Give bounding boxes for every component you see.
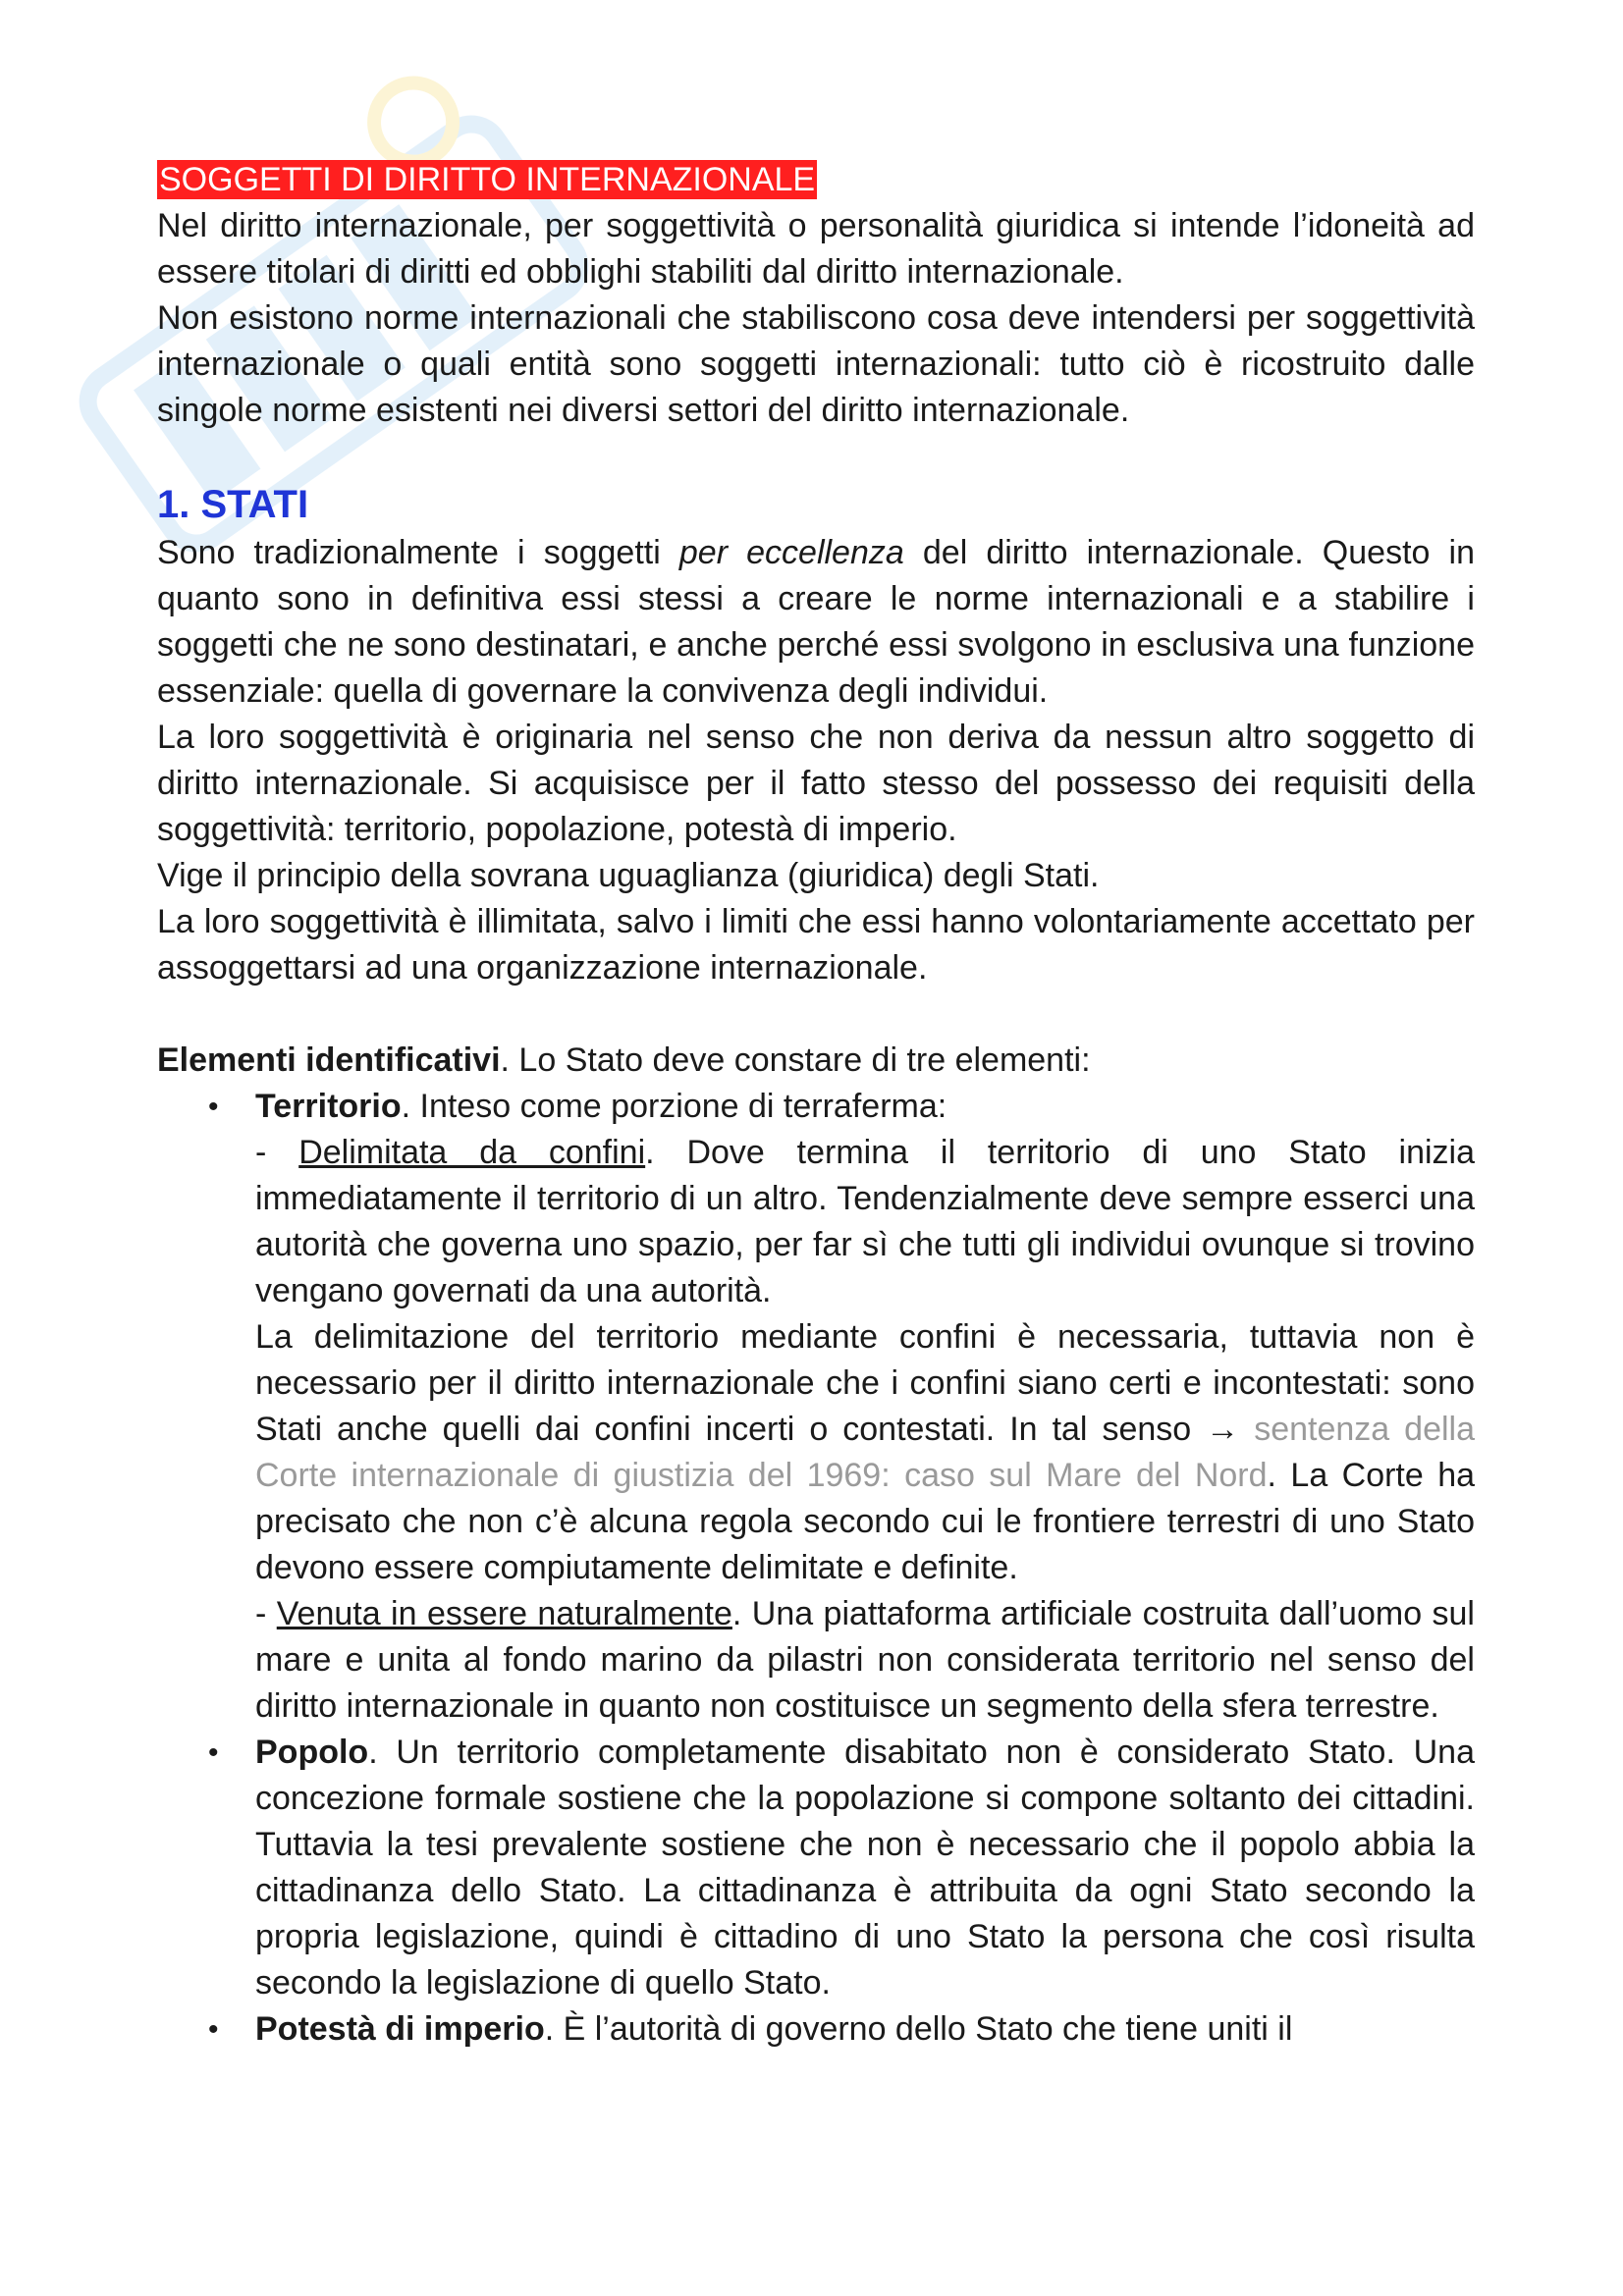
bullet-icon: •	[208, 1736, 219, 1769]
stati-paragraph-4: La loro soggettività è illimitata, salvo i limiti che essi hanno volontariamente accettato per assoggettarsi ad una organizzazione internazionale.	[157, 903, 1475, 987]
document-page	[157, 157, 1475, 2053]
territorio-sub-1-continued: La delimitazione del territorio mediante confini è necessaria, tuttavia non è necessario per il diritto internazionale che i confini siano certi e incontestati: sono Stati anche quelli dai confini incerti o contestati. In tal senso → sentenza della Corte internazionale di giustizia del 1969: caso sul Mare del Nord. La Corte ha precisato che non c’è alcuna regola secondo cui le frontiere terrestri di uno Stato devono essere compiutamente delimitate e definite.	[255, 1318, 1476, 1586]
stati-paragraph-1: Sono tradizionalmente i soggetti per eccellenza del diritto internazionale. Questo in quanto sono in definitiva essi stessi a creare le norme internazionali e a stabilire i soggetti che ne sono destinatari, e anche perché essi svolgono in esclusiva una funzione essenziale: quella di governare la convivenza degli individui.	[157, 534, 1475, 710]
elementi-paragraph: Elementi identificativi. Lo Stato deve constare di tre elementi:	[157, 1041, 1091, 1079]
elements-list	[157, 1084, 1475, 2053]
section-title: SOGGETTI DI DIRITTO INTERNAZIONALE	[159, 161, 816, 198]
stati-paragraph-3: Vige il principio della sovrana uguaglianza (giuridica) degli Stati.	[157, 857, 1100, 894]
list-item-territorio: • Territorio. Inteso come porzione di terraferma: - Delimitata da confini. Dove termina il territorio di uno Stato inizia immediatamente il territorio di un altro. Tendenzialmente deve sempre esserci una autorità che governa uno spazio, per far sì che tutti gli individui ovunque si trovino vengano governati da una autorità. La delimitazione del territorio mediante confini è necessaria, tuttavia non è necessario per il diritto internazionale che i confini siano certi e incontestati: sono Stati anche quelli dai confini incerti o contestati. In tal senso → sentenza della Corte internazionale di giustizia del 1969: caso sul Mare del Nord. La Corte ha precisato che non c’è alcuna regola secondo cui le frontiere terrestri di uno Stato devono essere compiutamente delimitate e definite. - Venuta in essere naturalmente. Una piattaforma artificiale costruita dall’uomo sul mare e unita al fondo marino da pilastri non considerata territorio nel senso del diritto internazionale in quanto non costituisce un segmento della sfera terrestre.	[157, 1084, 1475, 1730]
bullet-icon: •	[208, 2013, 219, 2046]
heading-stati: 1. STATI	[157, 483, 309, 526]
list-item-popolo: • Popolo. Un territorio completamente disabitato non è considerato Stato. Una concezione formale sostiene che la popolazione si compone soltanto dei cittadini. Tuttavia la tesi prevalente sostiene che non è necessario che il popolo abbia la cittadinanza dello Stato. La cittadinanza è attribuita da ogni Stato secondo la propria legislazione, quindi è cittadino di uno Stato la persona che così risulta secondo la legislazione di quello Stato.	[157, 1730, 1475, 2006]
stati-paragraph-2: La loro soggettività è originaria nel senso che non deriva da nessun altro soggetto di diritto internazionale. Si acquisisce per il fatto stesso del possesso dei requisiti della soggettività: territorio, popolazione, potestà di imperio.	[157, 719, 1475, 848]
intro-paragraph-2: Non esistono norme internazionali che stabiliscono cosa deve intendersi per soggettività internazionale o quali entità sono soggetti internazionali: tutto ciò è ricostruito dalle singole norme esistenti nei diversi settori del diritto internazionale.	[157, 299, 1475, 429]
intro-paragraph-1: Nel diritto internazionale, per soggettività o personalità giuridica si intende l’idoneità ad essere titolari di diritti ed obblighi stabiliti dal diritto internazionale.	[157, 207, 1475, 291]
case-reference: sentenza della Corte internazionale di giustizia del 1969: caso sul Mare del Nord	[255, 1411, 1476, 1494]
list-item-potesta: • Potestà di imperio. È l’autorità di governo dello Stato che tiene uniti il	[157, 2006, 1475, 2053]
spacer	[157, 991, 1475, 1038]
territorio-sub-1: - Delimitata da confini. Dove termina il territorio di uno Stato inizia immediatamente il territorio di un altro. Tendenzialmente deve sempre esserci una autorità che governa uno spazio, per far sì che tutti gli individui ovunque si trovino vengano governati da una autorità.	[255, 1134, 1476, 1309]
territorio-sub-2: - Venuta in essere naturalmente. Una piattaforma artificiale costruita dall’uomo sul mare e unita al fondo marino da pilastri non considerata territorio nel senso del diritto internazionale in quanto non costituisce un segmento della sfera terrestre.	[255, 1595, 1475, 1725]
bullet-icon: •	[208, 1091, 219, 1123]
